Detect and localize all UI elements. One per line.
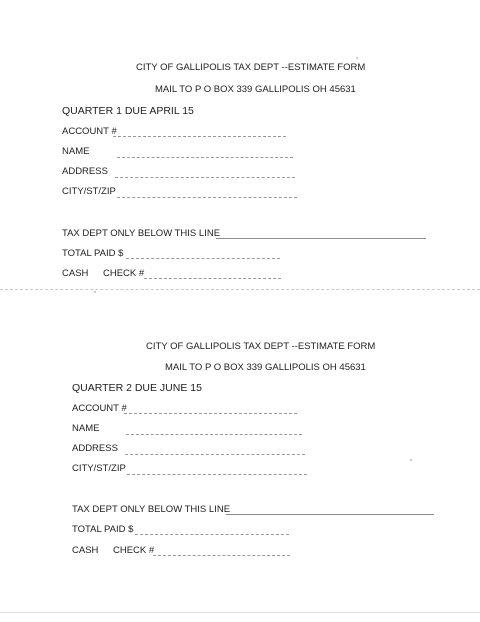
- scan-speck: [94, 291, 96, 293]
- scan-speck: [356, 57, 358, 59]
- account-field[interactable]: [113, 136, 286, 137]
- account-field[interactable]: [124, 413, 297, 414]
- quarter-due-date: QUARTER 1 DUE APRIL 15: [62, 105, 194, 117]
- account-label: ACCOUNT #: [62, 126, 117, 137]
- check-label: CHECK #: [113, 545, 155, 556]
- cash-label: CASH: [72, 545, 99, 556]
- quarter-due-date: QUARTER 2 DUE JUNE 15: [72, 382, 202, 394]
- estimate-form-quarter-2: [0, 278, 480, 578]
- account-label: ACCOUNT #: [72, 403, 127, 414]
- scan-bottom-edge: [0, 612, 480, 613]
- estimate-form-quarter-1: [0, 0, 480, 300]
- tax-dept-divider-line: [216, 238, 426, 239]
- name-label: NAME: [62, 146, 90, 157]
- city-state-zip-field[interactable]: [117, 197, 297, 198]
- address-label: ADDRESS: [72, 443, 118, 454]
- total-paid-label: TOTAL PAID $: [62, 248, 124, 259]
- city-state-zip-field[interactable]: [127, 474, 307, 475]
- tax-dept-only-label: TAX DEPT ONLY BELOW THIS LINE: [62, 228, 221, 239]
- address-label: ADDRESS: [62, 166, 108, 177]
- check-label: CHECK #: [103, 268, 145, 279]
- name-field[interactable]: [126, 434, 302, 435]
- cash-label: CASH: [62, 268, 89, 279]
- total-paid-label: TOTAL PAID $: [72, 524, 134, 535]
- form-title: CITY OF GALLIPOLIS TAX DEPT --ESTIMATE FORM: [136, 62, 366, 73]
- form-title: CITY OF GALLIPOLIS TAX DEPT --ESTIMATE FORM: [146, 341, 376, 352]
- scan-speck: [410, 459, 412, 461]
- total-paid-field[interactable]: [126, 258, 280, 259]
- mail-to-address: MAIL TO P O BOX 339 GALLIPOLIS OH 45631: [165, 362, 366, 373]
- name-field[interactable]: [117, 157, 293, 158]
- city-state-zip-label: CITY/ST/ZIP: [72, 463, 126, 474]
- name-label: NAME: [72, 423, 100, 434]
- address-field[interactable]: [115, 177, 295, 178]
- check-number-field[interactable]: [153, 555, 290, 556]
- tax-dept-divider-line: [226, 514, 434, 515]
- total-paid-field[interactable]: [135, 534, 289, 535]
- tax-dept-only-label: TAX DEPT ONLY BELOW THIS LINE: [72, 504, 231, 515]
- address-field[interactable]: [125, 454, 305, 455]
- city-state-zip-label: CITY/ST/ZIP: [62, 186, 116, 197]
- mail-to-address: MAIL TO P O BOX 339 GALLIPOLIS OH 45631: [155, 84, 356, 95]
